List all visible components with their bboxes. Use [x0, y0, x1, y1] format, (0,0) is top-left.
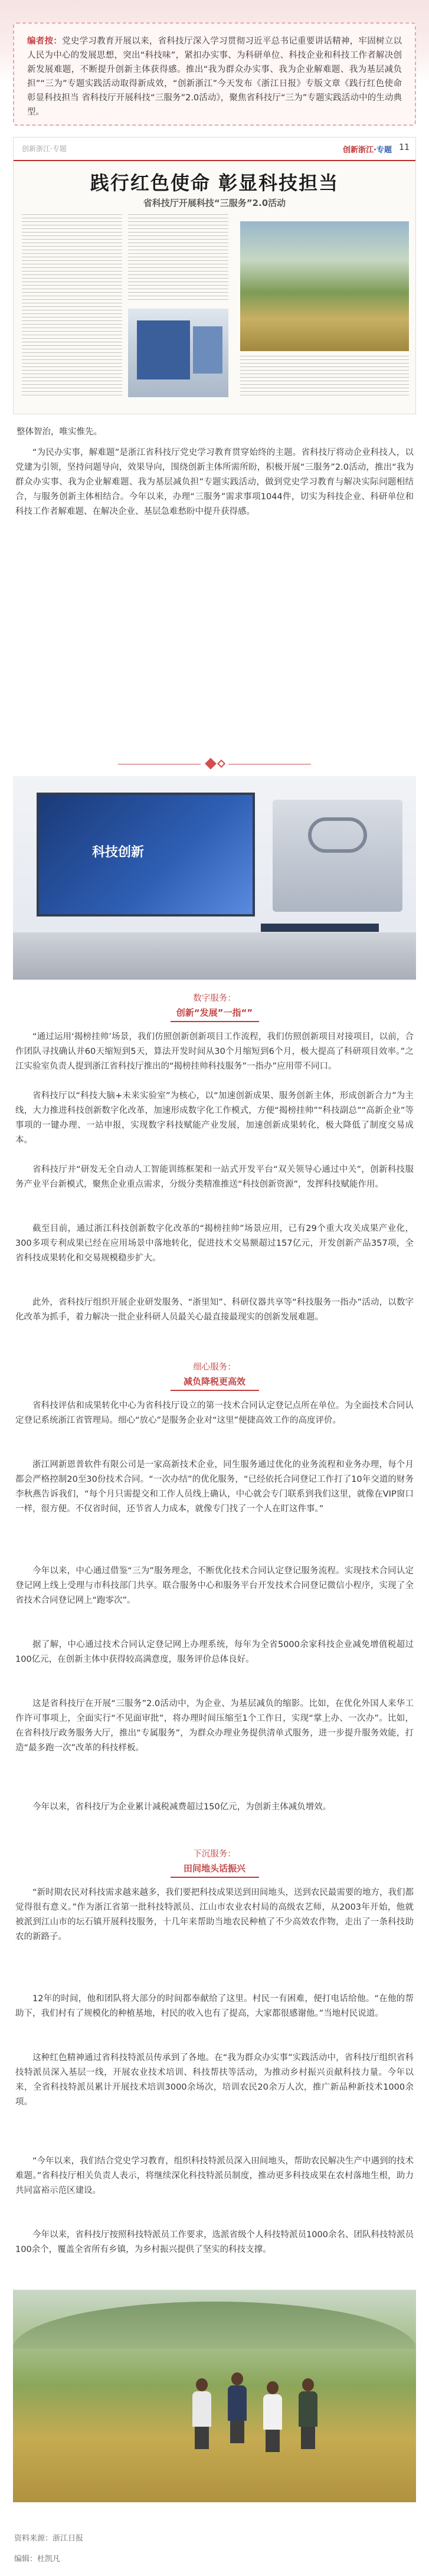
section3-paragraph: 今年以来，省科技厅按照科技特派员工作要求，选派省级个人科技特派员1000余名、团队科技特派员100余个，覆盖全省所有乡镇，为乡村振兴提供了坚实的科技支撑。 — [15, 2230, 414, 2254]
section1-paragraph: 截至目前，通过浙江科技创新数字化改革的“揭榜挂帅”场景应用，已有29个重大攻关成果产业化，300多项专利成果已经在应用场景中落地转化，促进技术交易额超过157亿元，开发创新产品357项，全省科技成果转化和交易规模稳步扩大。 — [15, 1224, 414, 1263]
rice-field-photo — [13, 2290, 416, 2502]
section1-paragraph: “通过运用‘揭榜挂帅’场景，我们仿照创新创新项目工作流程，我们仿照创新项目对接项目，以前，合作团队寻找确认并60天缩短到5天，算法开发时间从30个月缩短到6个月，极大提高了科研项目效率。”之江实验室负责人提到浙江省科技厅推出的“揭榜挂帅科技服务”一指办”应用带不同口。 — [15, 1032, 414, 1071]
section2-paragraph: 这是省科技厅在开展“三服务”2.0活动中，为企业、为基层减负的缩影。比如，在优化外国人来华工作许可事项上，全面实行“不见面审批”，将办理时间压缩至1个工作日，实现“掌上办、一次办”。比如，在省科技厅政务服务大厅，推出“专属服务”，为群众办理业务提供清单式服务，进一步提升服务效能，打造“最多跑一次”改革的科技样板。 — [15, 1699, 414, 1753]
editor-note-box — [13, 22, 416, 126]
lab-machine — [273, 800, 402, 912]
footer-source: 资料来源：浙江日报 — [14, 2534, 84, 2543]
section3-paragraph: 这种红色精神通过省科技特派员传承到了各地。在“我为群众办实事”实践活动中，省科技厅组织省科技特派员深入基层一线，开展农业技术培训、科技帮扶等活动，为推动乡村振兴贡献科技力量。今年以来，全省科技特派员累计开展技术培训3000余场次，培训农民20余万人次，推广新品种新技术1000余项。 — [15, 2053, 414, 2107]
newspaper-page-number: 11 — [399, 143, 410, 152]
newspaper-headline: 践行红色使命 彰显科技担当 — [90, 172, 339, 194]
person-figure — [261, 2381, 284, 2452]
newspaper-body — [22, 214, 407, 407]
section3-paragraph: “今年以来，我们结合党史学习教育，组织科技特派员深入田间地头，帮助农民解决生产中遇到的技术难题。”省科技厅相关负责人表示，将继续深化科技特派员制度，推动更多科技成果在农村落地生根，助力共同富裕示范区建设。 — [15, 2156, 414, 2195]
editor-note-text: 党史学习教育开展以来，省科技厅深入学习贯彻习近平总书记重要讲话精神，牢固树立以人民为中心的发展思想，突出“科技味”，紧扣办实事、为科研单位、科技企业和科技工作者解决创新发展难题，不断提升创新主体获得感。推出“我为群众办实事、我为企业解难题、我为基层减负担”“三为”专题实践活动取得新成效，“创新浙江”今天发布《浙江日报》专版文章《践行红色使命 彰显科技担当 省科技厅开展科技“三服务”2.0活动》，聚焦省科技厅“三为”专题实践活动中的生动典型。 — [27, 37, 402, 117]
section2-paragraph: 今年以来，省科技厅为企业累计减税减费超过150亿元，为创新主体减负增效。 — [32, 1802, 332, 1812]
section2-title: 减负降税更高效 — [183, 1376, 245, 1387]
editor-note-tag: 编者按： — [27, 37, 63, 46]
section3-heading — [0, 1847, 429, 1878]
section2-paragraph: 浙江网新恩普软件有限公司是一家高新技术企业，同生服务通过优化的业务流程和业务办理，每个月都会严格控制20至30份技术合同。“一次办结”的优化服务，“已经依托合同登记工作打了10年交道的财务李秋燕告诉我们，“每个月只需提交和工作人员线上确认，中心就会专门联系到我们这里，就像在VIP窗口一样，很方便。不仅省时间，还节省人力成本，就像专门找了一个人在盯这件事。” — [15, 1460, 414, 1514]
section1-paragraph: 省科技厅以“科技大脑+未来实验室”为核心，以“加速创新成果、服务创新主体，形成创新合力”为主线，大力推进科技创新数字化改革，加速形成数字化工作模式，方便“揭榜挂帅”“科技副总”“高新企业”等事项的一键办理、一站申报，实现数字科技赋能产业发展，加速创新成果转化，极大降低了制度交易成本。 — [15, 1091, 414, 1145]
person-figure — [190, 2378, 214, 2449]
section2-label: 细心服务： — [193, 1363, 236, 1372]
person-figure — [296, 2378, 320, 2449]
section1-label: 数字服务： — [193, 994, 236, 1003]
section3-title: 田间地头话振兴 — [183, 1863, 245, 1874]
newspaper-header — [14, 138, 415, 161]
photo-caption: 整体智治，唯实惟先。 — [17, 427, 102, 437]
intro-paragraph: “为民办实事，解难题”是浙江省科技厅党史学习教育贯穿始终的主题。省科技厅将动企业科技人，以党建为引领，坚持问题导向，效果导向，围绕创新主体所需所盼，积极开展“三服务”2.0活动，推出“我为群众办实事、我为企业解难题、我为基层减负担”专题实践活动，做到党史学习教育与解决实际问题相结合，与服务创新主体相结合。今年以来，办理“三服务”需求事项1044件，切实为科技企业、科研单位和科技工作者解难题、在解决企业、基层急难愁盼中提升获得感。 — [15, 448, 414, 516]
newspaper-photo-lab — [128, 309, 228, 397]
newspaper-column — [240, 356, 409, 397]
section-divider — [118, 758, 311, 770]
lab-big-screen: 科技创新 — [37, 793, 255, 917]
section1-heading — [0, 991, 429, 1022]
section3-paragraph: “新时期农民对科技需求越来越多，我们要把科技成果送到田间地头，送到农民最需要的地方，我们都觉得很有意义。”作为浙江省第一批科技特派员、江山市农业农村局的高级农艺师，从2003年开始，他就被派到江山市的坛石镇开展科技服务，十几年来帮助当地农民种植了不少高效农作物，走出了一条科技助农的新路子。 — [15, 1888, 414, 1942]
newspaper-left-header: 创新浙江·专题 — [22, 145, 67, 153]
section2-paragraph: 据了解，中心通过技术合同认定登记网上办理系统，每年为全省5000余家科技企业减免增值税超过100亿元，在创新主体中获得较高满意度，服务评价总体良好。 — [15, 1640, 414, 1664]
person-figure — [225, 2372, 249, 2443]
newspaper-subheadline: 省科技厅开展科技“三服务”2.0活动 — [143, 198, 286, 208]
section1-title: 创新“发展”一指“” — [176, 1007, 253, 1018]
section2-paragraph: 省科技评估和成果转化中心为省科技厅设立的第一技术合同认定登记点所在单位。为全面技术合同认定登记系统浙江省管理局。细心“放心”是服务企业对“这里”便捷高效工作的高度评价。 — [15, 1401, 414, 1425]
newspaper-right-header: 创新浙江·专题 — [343, 146, 392, 155]
section1-paragraph: 此外，省科技厅组织开展企业研发服务、“浙里知”、科研仪器共享等“科技服务一指办”活动，以数字化改革为抓手，着力解决一批企业科研人员最关心最直接最现实的创新发展难题。 — [15, 1298, 414, 1322]
newspaper-column — [128, 214, 228, 303]
section2-heading — [0, 1360, 429, 1391]
section2-paragraph: 今年以来，中心通过借鉴“三为”服务理念，不断优化技术合同认定登记服务流程。实现技术合同认定登记网上线上受理与市科技部门共享。联合服务中心和服务平台开发技术合同登记微信小程序，实现了全省技术合同登记网上“跑零次”。 — [15, 1566, 414, 1605]
section3-paragraph: 12年的时间，他和团队将大部分的时间都奉献给了这里。村民一有困难，便打电话给他。“在他的帮助下，我们村有了规模化的种植基地，村民的收入也有了提高，大家都很感谢他。”当地村民说道。 — [15, 1994, 414, 2018]
footer-editor: 编辑：杜凯凡 — [14, 2555, 61, 2564]
section1-paragraph: 省科技厅并“研发无全自动人工智能训练框架和一站式开发平台“双关领导心通过中关”，创新科技服务产业平台新模式，聚焦企业重点需求，分级分类精准推送“科技创新资源”，发挥科技赋能作用。 — [15, 1165, 414, 1189]
newspaper-image — [13, 137, 416, 414]
lab-photo — [13, 776, 416, 980]
section3-label: 下沉服务： — [193, 1850, 236, 1859]
newspaper-column — [22, 214, 122, 397]
newspaper-photo-field — [240, 221, 409, 351]
